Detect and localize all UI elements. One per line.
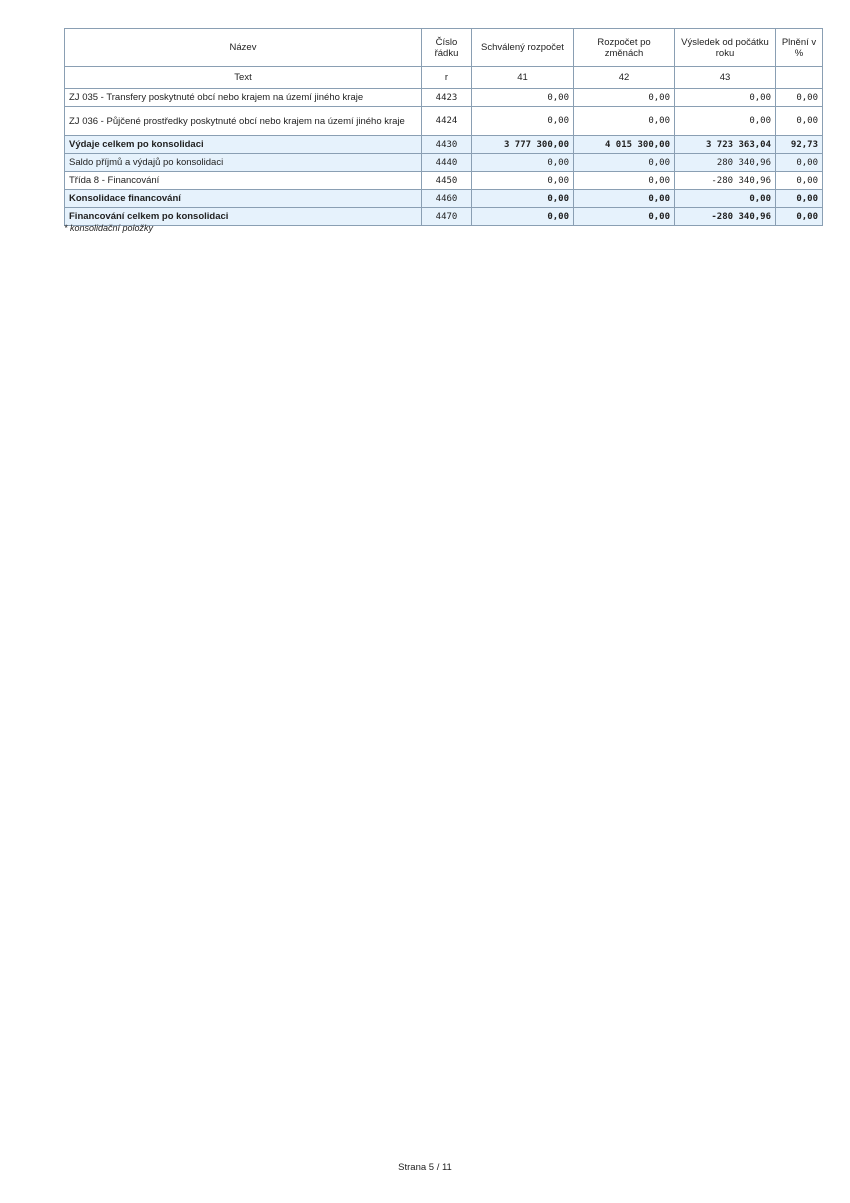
row-po-zmenach: 0,00 [574, 107, 675, 136]
table-row-highlight [65, 154, 823, 172]
budget-table [64, 28, 823, 226]
subheader-41: 41 [472, 67, 574, 89]
row-plneni: 0,00 [776, 208, 823, 226]
row-vysledek: 0,00 [675, 190, 776, 208]
table-header-row [65, 29, 823, 67]
header-cislo-radku: Číslo řádku [422, 29, 472, 67]
row-code: 4424 [422, 107, 472, 136]
subheader-empty [776, 67, 823, 89]
table-row [65, 107, 823, 136]
row-vysledek: 0,00 [675, 89, 776, 107]
row-name: ZJ 035 - Transfery poskytnuté obcí nebo krajem na území jiného kraje [65, 89, 422, 107]
row-schvaleny: 0,00 [472, 154, 574, 172]
row-po-zmenach: 0,00 [574, 89, 675, 107]
row-schvaleny: 0,00 [472, 172, 574, 190]
table-row [65, 172, 823, 190]
page-number: Strana 5 / 11 [398, 1162, 452, 1173]
subheader-r: r [422, 67, 472, 89]
table-row-total [65, 208, 823, 226]
row-name: Konsolidace financování [65, 190, 422, 208]
header-schvaleny-rozpocet: Schválený rozpočet [472, 29, 574, 67]
row-vysledek: 3 723 363,04 [675, 136, 776, 154]
subheader-text: Text [65, 67, 422, 89]
row-code: 4440 [422, 154, 472, 172]
row-plneni: 0,00 [776, 154, 823, 172]
subheader-43: 43 [675, 67, 776, 89]
row-code: 4430 [422, 136, 472, 154]
row-schvaleny: 0,00 [472, 89, 574, 107]
row-plneni: 0,00 [776, 172, 823, 190]
footnote: * konsolidační položky [64, 223, 154, 233]
row-po-zmenach: 0,00 [574, 208, 675, 226]
row-name: Třída 8 - Financování [65, 172, 422, 190]
row-code: 4470 [422, 208, 472, 226]
row-vysledek: 280 340,96 [675, 154, 776, 172]
table-row [65, 89, 823, 107]
row-po-zmenach: 0,00 [574, 154, 675, 172]
row-code: 4423 [422, 89, 472, 107]
row-po-zmenach: 0,00 [574, 172, 675, 190]
row-vysledek: -280 340,96 [675, 172, 776, 190]
row-code: 4450 [422, 172, 472, 190]
row-plneni: 0,00 [776, 107, 823, 136]
row-plneni: 0,00 [776, 89, 823, 107]
subheader-42: 42 [574, 67, 675, 89]
row-plneni: 0,00 [776, 190, 823, 208]
row-name: ZJ 036 - Půjčené prostředky poskytnuté obcí nebo krajem na území jiného kraje [65, 107, 422, 136]
row-plneni: 92,73 [776, 136, 823, 154]
row-name: Výdaje celkem po konsolidaci [65, 136, 422, 154]
row-schvaleny: 3 777 300,00 [472, 136, 574, 154]
row-vysledek: 0,00 [675, 107, 776, 136]
row-schvaleny: 0,00 [472, 208, 574, 226]
header-rozpocet-po-zmenach: Rozpočet po změnách [574, 29, 675, 67]
row-vysledek: -280 340,96 [675, 208, 776, 226]
table-row-total [65, 136, 823, 154]
header-plneni: Plnění v % [776, 29, 823, 67]
table-subheader-row [65, 67, 823, 89]
table-row-total [65, 190, 823, 208]
row-po-zmenach: 0,00 [574, 190, 675, 208]
row-name: Saldo příjmů a výdajů po konsolidaci [65, 154, 422, 172]
row-code: 4460 [422, 190, 472, 208]
row-schvaleny: 0,00 [472, 190, 574, 208]
row-po-zmenach: 4 015 300,00 [574, 136, 675, 154]
row-schvaleny: 0,00 [472, 107, 574, 136]
row-name: Financování celkem po konsolidaci [65, 208, 422, 226]
header-nazev: Název [65, 29, 422, 67]
header-vysledek: Výsledek od počátku roku [675, 29, 776, 67]
